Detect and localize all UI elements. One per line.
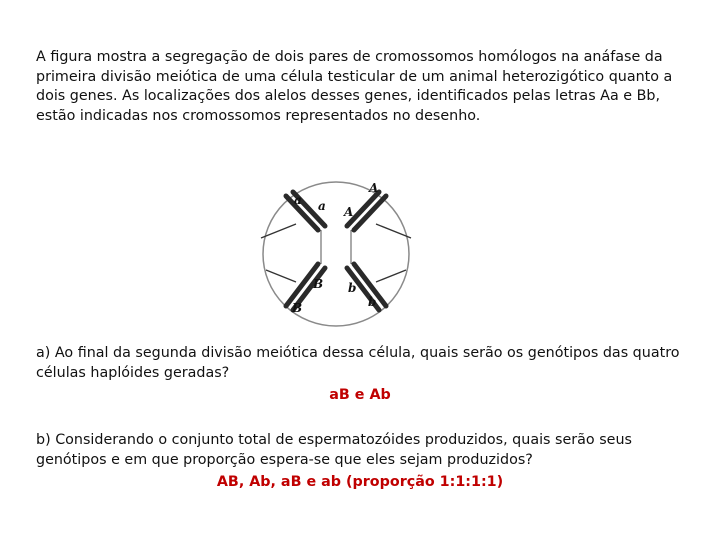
allele-label-b-bottom: b	[368, 295, 377, 309]
allele-label-B-bottom: B	[292, 301, 303, 315]
question-a: a) Ao final da segunda divisão meiótica dessa célula, quais serão os genótipos das quatro células haplóides geradas?	[36, 345, 680, 381]
allele-label-A-mid: A	[344, 205, 354, 219]
allele-label-b-mid: b	[348, 281, 357, 295]
allele-label-a-mid: a	[318, 199, 326, 213]
allele-label-a-top: a	[294, 193, 302, 207]
central-spindle	[321, 230, 351, 264]
answer-a: aB e Ab	[329, 387, 391, 403]
spindle-fibers	[261, 224, 411, 282]
meiosis-anaphase-diagram	[256, 178, 416, 328]
intro-paragraph: A figura mostra a segregação de dois pares de cromossomos homólogos na anáfase da primeira divisão meiótica de uma célula testicular de um animal heterozigótico quanto a dois genes. As localizações dos alelos desses genes, identificados pelas letras Aa e Bb, estão indicadas nos cromossomos representados no desenho.	[36, 49, 673, 124]
allele-label-A-top: A	[369, 181, 379, 195]
question-b: b) Considerando o conjunto total de espermatozóides produzidos, quais serão seus genótipos e em que proporção espera-se que eles sejam produzidos?	[36, 432, 632, 468]
answer-b: AB, Ab, aB e ab (proporção 1:1:1:1)	[216, 474, 504, 490]
allele-label-B-mid: B	[313, 277, 324, 291]
